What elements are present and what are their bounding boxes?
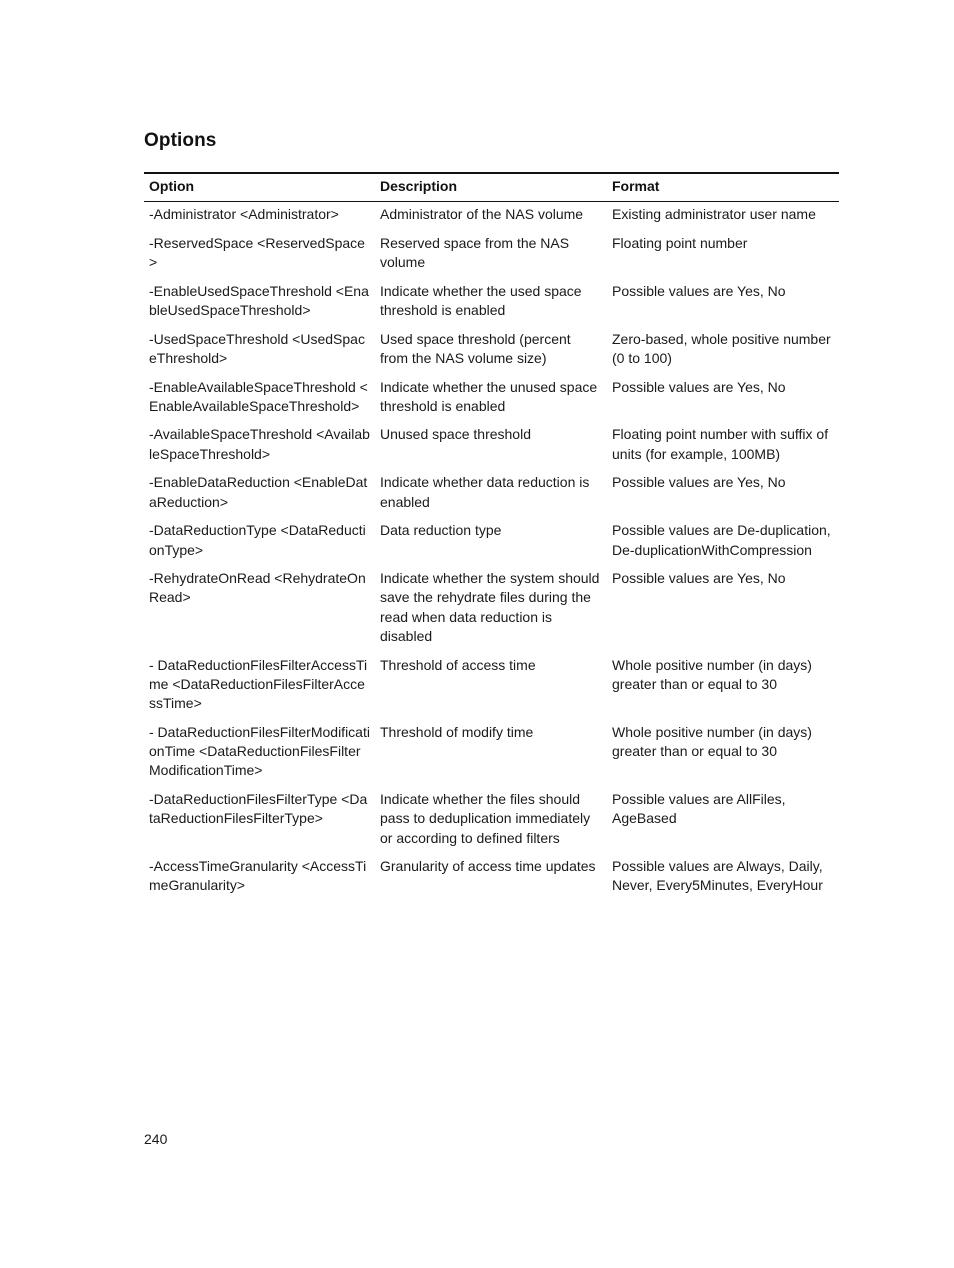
option-cell: - DataReductionFilesFilterAccessTime <DataReductionFilesFilterAccessTime> [149, 656, 368, 712]
table-row [144, 202, 839, 234]
table-row [144, 425, 839, 473]
description-cell: Indicate whether the used space threshold is enabled [380, 282, 582, 319]
format-cell: Zero-based, whole positive number (0 to 100) [612, 330, 831, 366]
table-row [144, 473, 839, 521]
option-cell: -EnableAvailableSpaceThreshold <EnableAvailableSpaceThreshold> [149, 378, 368, 414]
section-heading: Options [144, 130, 217, 151]
option-cell: -AccessTimeGranularity <AccessTimeGranularity> [149, 858, 367, 894]
format-cell: Whole positive number (in days) greater than or equal to 30 [612, 723, 812, 760]
column-header-description: Description [380, 178, 458, 194]
description-cell: Granularity of access time updates [380, 858, 596, 875]
options-table [144, 172, 839, 905]
option-cell: -AvailableSpaceThreshold <AvailableSpaceThreshold> [149, 426, 370, 462]
format-cell: Possible values are Always, Daily, Never, Every5Minutes, EveryHour [612, 858, 823, 894]
format-cell: Whole positive number (in days) greater than or equal to 30 [612, 656, 812, 692]
table-row [144, 569, 839, 655]
description-cell: Unused space threshold [380, 426, 531, 443]
description-cell: Administrator of the NAS volume [380, 206, 584, 223]
page-number: 240 [144, 1131, 168, 1147]
table-row [144, 330, 839, 378]
table-row [144, 521, 839, 569]
option-cell: -DataReductionType <DataReductionType> [149, 522, 366, 558]
description-cell: Indicate whether the unused space threshold is enabled [380, 378, 598, 414]
option-cell: -EnableUsedSpaceThreshold <EnableUsedSpaceThreshold> [149, 282, 369, 319]
format-cell: Existing administrator user name [612, 206, 816, 223]
option-cell: - DataReductionFilesFilterModificationTime <DataReductionFilesFilterModificationTime> [149, 723, 370, 779]
option-cell: -ReservedSpace <ReservedSpace> [149, 234, 365, 271]
description-cell: Threshold of access time [380, 656, 536, 673]
table-row [144, 656, 839, 723]
format-cell: Possible values are Yes, No [612, 570, 786, 587]
format-cell: Possible values are De-duplication, De-duplicationWithCompression [612, 522, 831, 558]
option-cell: -DataReductionFilesFilterType <DataReductionFilesFilterType> [149, 790, 368, 827]
description-cell: Indicate whether the system should save the rehydrate files during the read when data reduction is disabled [380, 570, 600, 645]
description-cell: Threshold of modify time [380, 723, 534, 740]
format-cell: Floating point number [612, 234, 748, 251]
description-cell: Indicate whether the files should pass to deduplication immediately or according to defined filters [380, 790, 591, 846]
table-body [144, 202, 839, 905]
column-header-format: Format [612, 178, 660, 194]
column-header-option: Option [149, 178, 195, 194]
table-row [144, 723, 839, 790]
format-cell: Possible values are Yes, No [612, 378, 786, 395]
option-cell: -Administrator <Administrator> [149, 206, 339, 223]
description-cell: Used space threshold (percent from the NAS volume size) [380, 330, 571, 366]
table-row [144, 234, 839, 282]
description-cell: Reserved space from the NAS volume [380, 234, 570, 271]
option-cell: -UsedSpaceThreshold <UsedSpaceThreshold> [149, 330, 365, 366]
table-header [144, 173, 839, 202]
format-cell: Possible values are AllFiles, AgeBased [612, 790, 786, 827]
table-header-row [144, 173, 839, 202]
format-cell: Floating point number with suffix of units (for example, 100MB) [612, 426, 829, 462]
table-row [144, 282, 839, 330]
table-row [144, 790, 839, 857]
description-cell: Indicate whether data reduction is enabled [380, 474, 590, 510]
format-cell: Possible values are Yes, No [612, 474, 786, 491]
format-cell: Possible values are Yes, No [612, 282, 786, 299]
table-row [144, 857, 839, 905]
description-cell: Data reduction type [380, 522, 502, 539]
option-cell: -RehydrateOnRead <RehydrateOnRead> [149, 570, 366, 606]
table-row [144, 378, 839, 426]
option-cell: -EnableDataReduction <EnableDataReduction> [149, 474, 368, 510]
